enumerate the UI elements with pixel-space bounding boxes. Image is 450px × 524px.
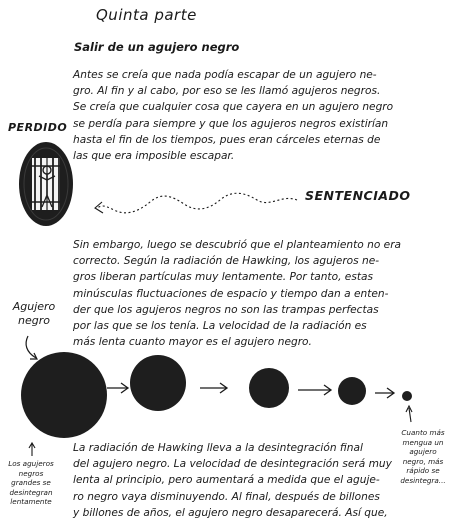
text-line: Sin embargo, luego se descubrió que el planteamiento no era bbox=[73, 239, 402, 251]
right-arrow-icon bbox=[107, 383, 128, 393]
text-line: hasta el fin de los tiempos, pues eran cárceles eternas de bbox=[73, 133, 381, 146]
text-line: por las que se los tenía. La velocidad de la radiación es bbox=[73, 320, 367, 333]
prison-cell-icon bbox=[16, 140, 76, 228]
text-line: correcto. Según la radiación de Hawking, los agujeros ne- bbox=[73, 255, 380, 268]
text-line: La radiación de Hawking lleva a la desintegración final bbox=[73, 442, 363, 454]
right-arrow-icon bbox=[200, 383, 227, 393]
text-line: Antes se creía que nada podía escapar de un agujero ne- bbox=[73, 69, 377, 81]
paragraph-disintegration bbox=[73, 440, 445, 521]
black-hole-smaller bbox=[338, 377, 366, 405]
text-line: Se creía que cualquier cosa que cayera en un agujero negro bbox=[73, 101, 394, 114]
section-title: Salir de un agujero negro bbox=[74, 40, 240, 54]
black-hole-small bbox=[249, 368, 289, 408]
dotted-path-arrow-icon bbox=[92, 186, 302, 226]
note-shrinking-holes: Cuanto más mengua un agujero negro, más rápido se desintegra... bbox=[400, 428, 446, 485]
note-large-holes: Los agujeros negros grandes se desintegran lentamente bbox=[8, 459, 54, 506]
text-line: más lenta cuanto mayor es el agujero negro. bbox=[73, 336, 312, 349]
text-line: ro negro vaya disminuyendo. Al final, después de billones bbox=[73, 490, 380, 503]
right-arrow-icon bbox=[375, 388, 394, 398]
text-line: se perdía para siempre y que los agujeros negros existirían bbox=[73, 117, 389, 130]
text-line: der que los agujeros negros no son las trampas perfectas bbox=[73, 303, 379, 316]
part-title: Quinta parte bbox=[96, 6, 197, 24]
black-hole-large bbox=[21, 352, 107, 438]
up-arrow-icon bbox=[406, 406, 412, 422]
label-lost: PERDIDO bbox=[8, 121, 68, 134]
label-sentenced: SENTENCIADO bbox=[305, 188, 411, 203]
text-line: gro. Al fin y al cabo, por eso se les llamó agujeros negros. bbox=[73, 85, 381, 98]
label-black-hole: Agujero negro bbox=[12, 300, 56, 327]
up-arrow-icon bbox=[29, 443, 35, 456]
text-line: del agujero negro. La velocidad de desintegración será muy bbox=[73, 458, 392, 471]
black-hole-tiny bbox=[402, 391, 412, 401]
text-line: gros liberan partículas muy lentamente. Por tanto, estas bbox=[73, 271, 374, 284]
paragraph-hawking bbox=[73, 237, 445, 350]
black-hole-sequence bbox=[0, 348, 450, 448]
black-hole-medium bbox=[130, 355, 186, 411]
text-line: las que era imposible escapar. bbox=[73, 150, 235, 163]
right-arrow-icon bbox=[298, 385, 331, 395]
text-line: minúsculas fluctuaciones de espacio y tiempo dan a enten- bbox=[73, 287, 389, 300]
text-line: lenta al principio, pero aumentará a medida que el aguje- bbox=[73, 474, 380, 487]
text-line: y billones de años, el agujero negro desaparecerá. Así que, bbox=[73, 506, 388, 519]
paragraph-intro bbox=[73, 67, 445, 164]
